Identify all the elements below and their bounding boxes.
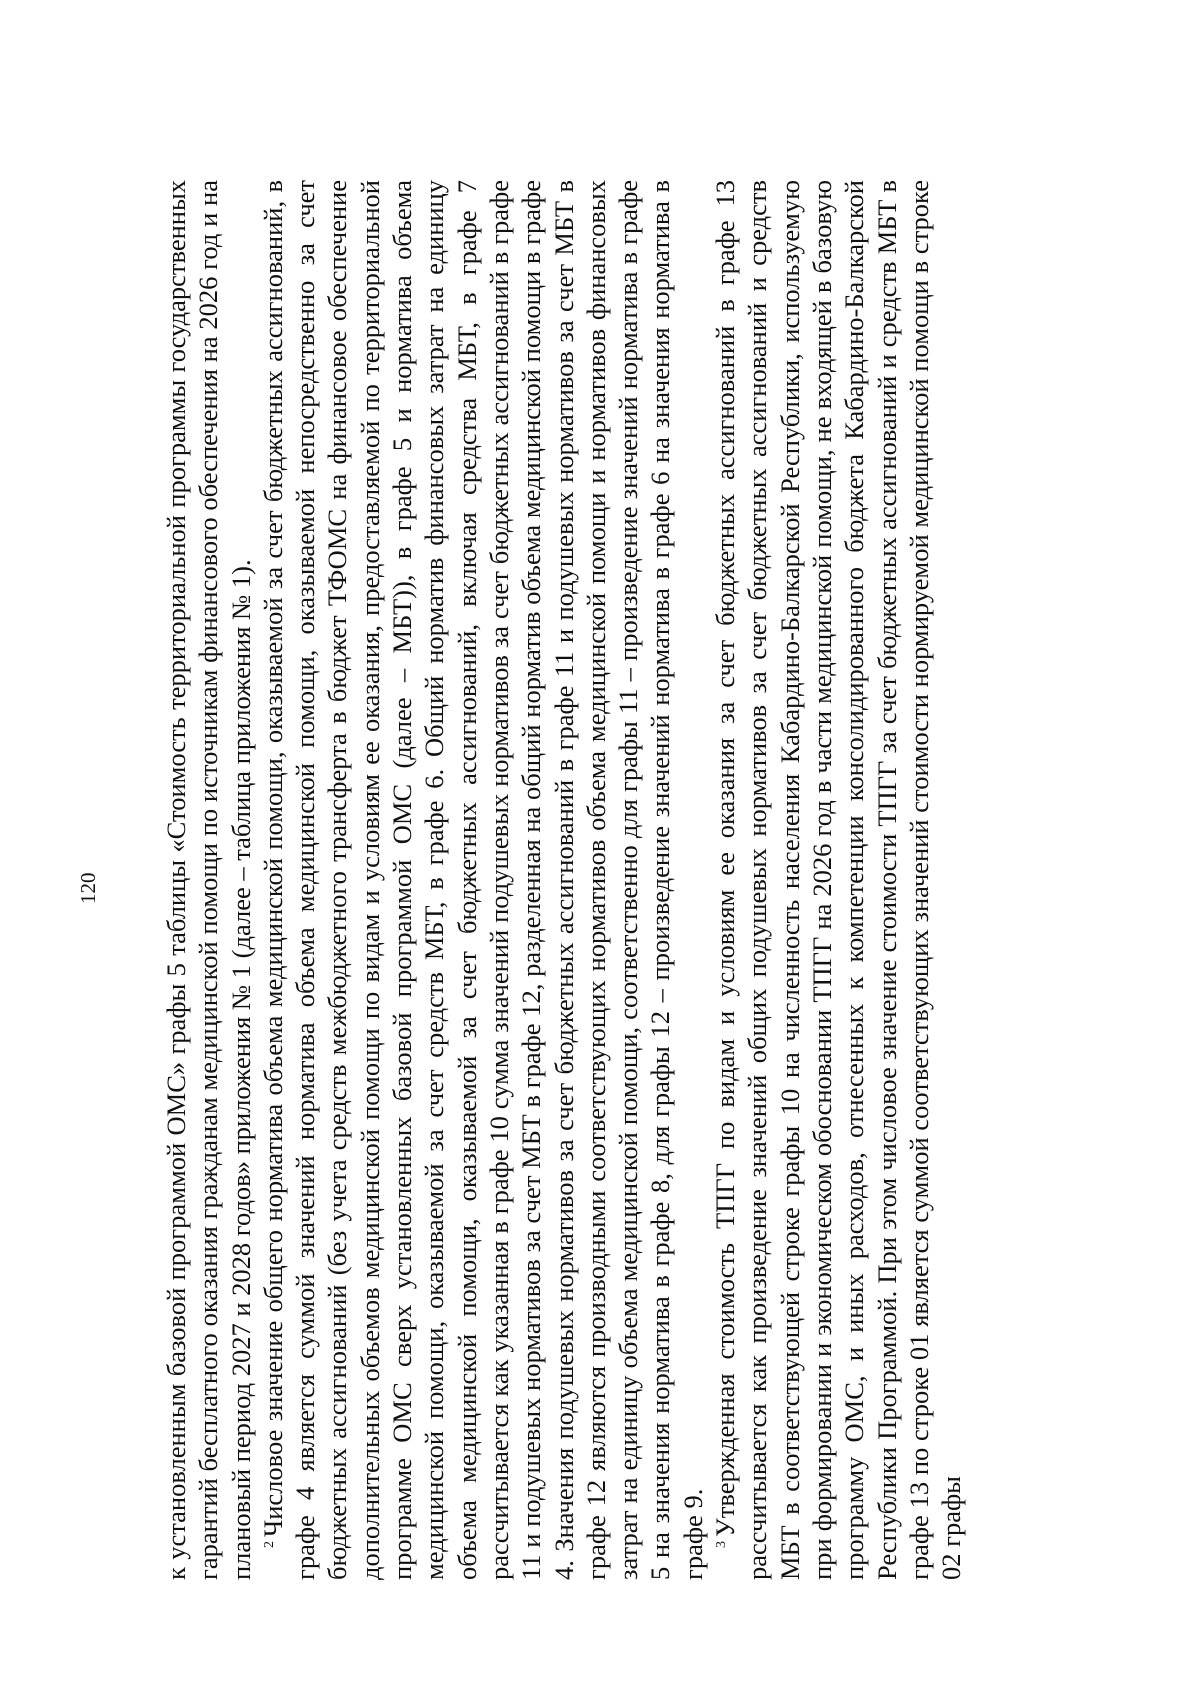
footnote-paragraph-3 [709, 180, 967, 1580]
document-page [76, 180, 967, 1580]
paragraph-text: Утвержденная стоимость ТПГГ по видам и условиям ее оказания за счет бюджетных ассигнований в графе 13 рассчитывается как произведение значений общих подушевых нормативов за счет бюджетных ассигнований и средств МБТ в соответствующей строке графы 10 на численность населения Кабардино-Балкарской Республики, используемую при формировании и экономическом обосновании ТПГГ на 2026 год в части медицинской помощи, не входящей в базовую программу ОМС, и иных расходов, отнесенных к компетенции консолидированного бюджета Кабардино-Балкарской Республики Программой. При этом числовое значение стоимости ТПГГ за счет бюджетных ассигнований и средств МБТ в графе 13 по строке 01 является суммой соответствующих значений стоимости нормируемой медицинской помощи в строке 02 графы [710, 180, 967, 1580]
footnote-marker: 2 [261, 1541, 277, 1548]
footnote-paragraph-2 [257, 180, 709, 1580]
page-number: 120 [76, 872, 100, 904]
footnote-paragraph-continuation [160, 180, 257, 1580]
footnote-marker: 3 [714, 1541, 730, 1548]
paragraph-text: к установленным базовой программой ОМС» графы 5 таблицы «Стоимость территориальной программы государственных гарантий бесплатного оказания гражданам медицинской помощи по источникам финансового обеспечения на 2026 год и на плановый период 2027 и 2028 годов» приложения № 1 (далее – таблица приложения № 1). [161, 180, 256, 1580]
paragraph-text: Числовое значение общего норматива объема медицинской помощи, оказываемой за счет бюджетных ассигнований, в графе 4 является суммой значений норматива объема медицинской помощи, оказываемой непосредственно за счет бюджетных ассигнований (без учета средств межбюджетного трансферта в бюджет ТФОМС на финансовое обеспечение дополнительных объемов медицинской помощи по видам и условиям ее оказания, предоставляемой по территориальной программе ОМС сверх установленных базовой программой ОМС (далее – МБТ)), в графе 5 и норматива объема медицинской помощи, оказываемой за счет средств МБТ, в графе 6. Общий норматив финансовых затрат на единицу объема медицинской помощи, оказываемой за счет бюджетных ассигнований, включая средства МБТ, в графе 7 рассчитывается как указанная в графе 10 сумма значений подушевых нормативов за счет бюджетных ассигнований в графе 11 и подушевых нормативов за счет МБТ в графе 12, разделенная на общий норматив объема медицинской помощи в графе 4. Значения подушевых нормативов за счет бюджетных ассигнований в графе 11 и подушевых нормативов за счет МБТ в графе 12 являются производными соответствующих нормативов объема медицинской помощи и нормативов финансовых затрат на единицу объема медицинской помощи, соответственно для графы 11 – произведение значений норматива в графе 5 на значения норматива в графе 8, для графы 12 – произведение значений норматива в графе 6 на значения норматива в графе 9. [257, 180, 708, 1580]
